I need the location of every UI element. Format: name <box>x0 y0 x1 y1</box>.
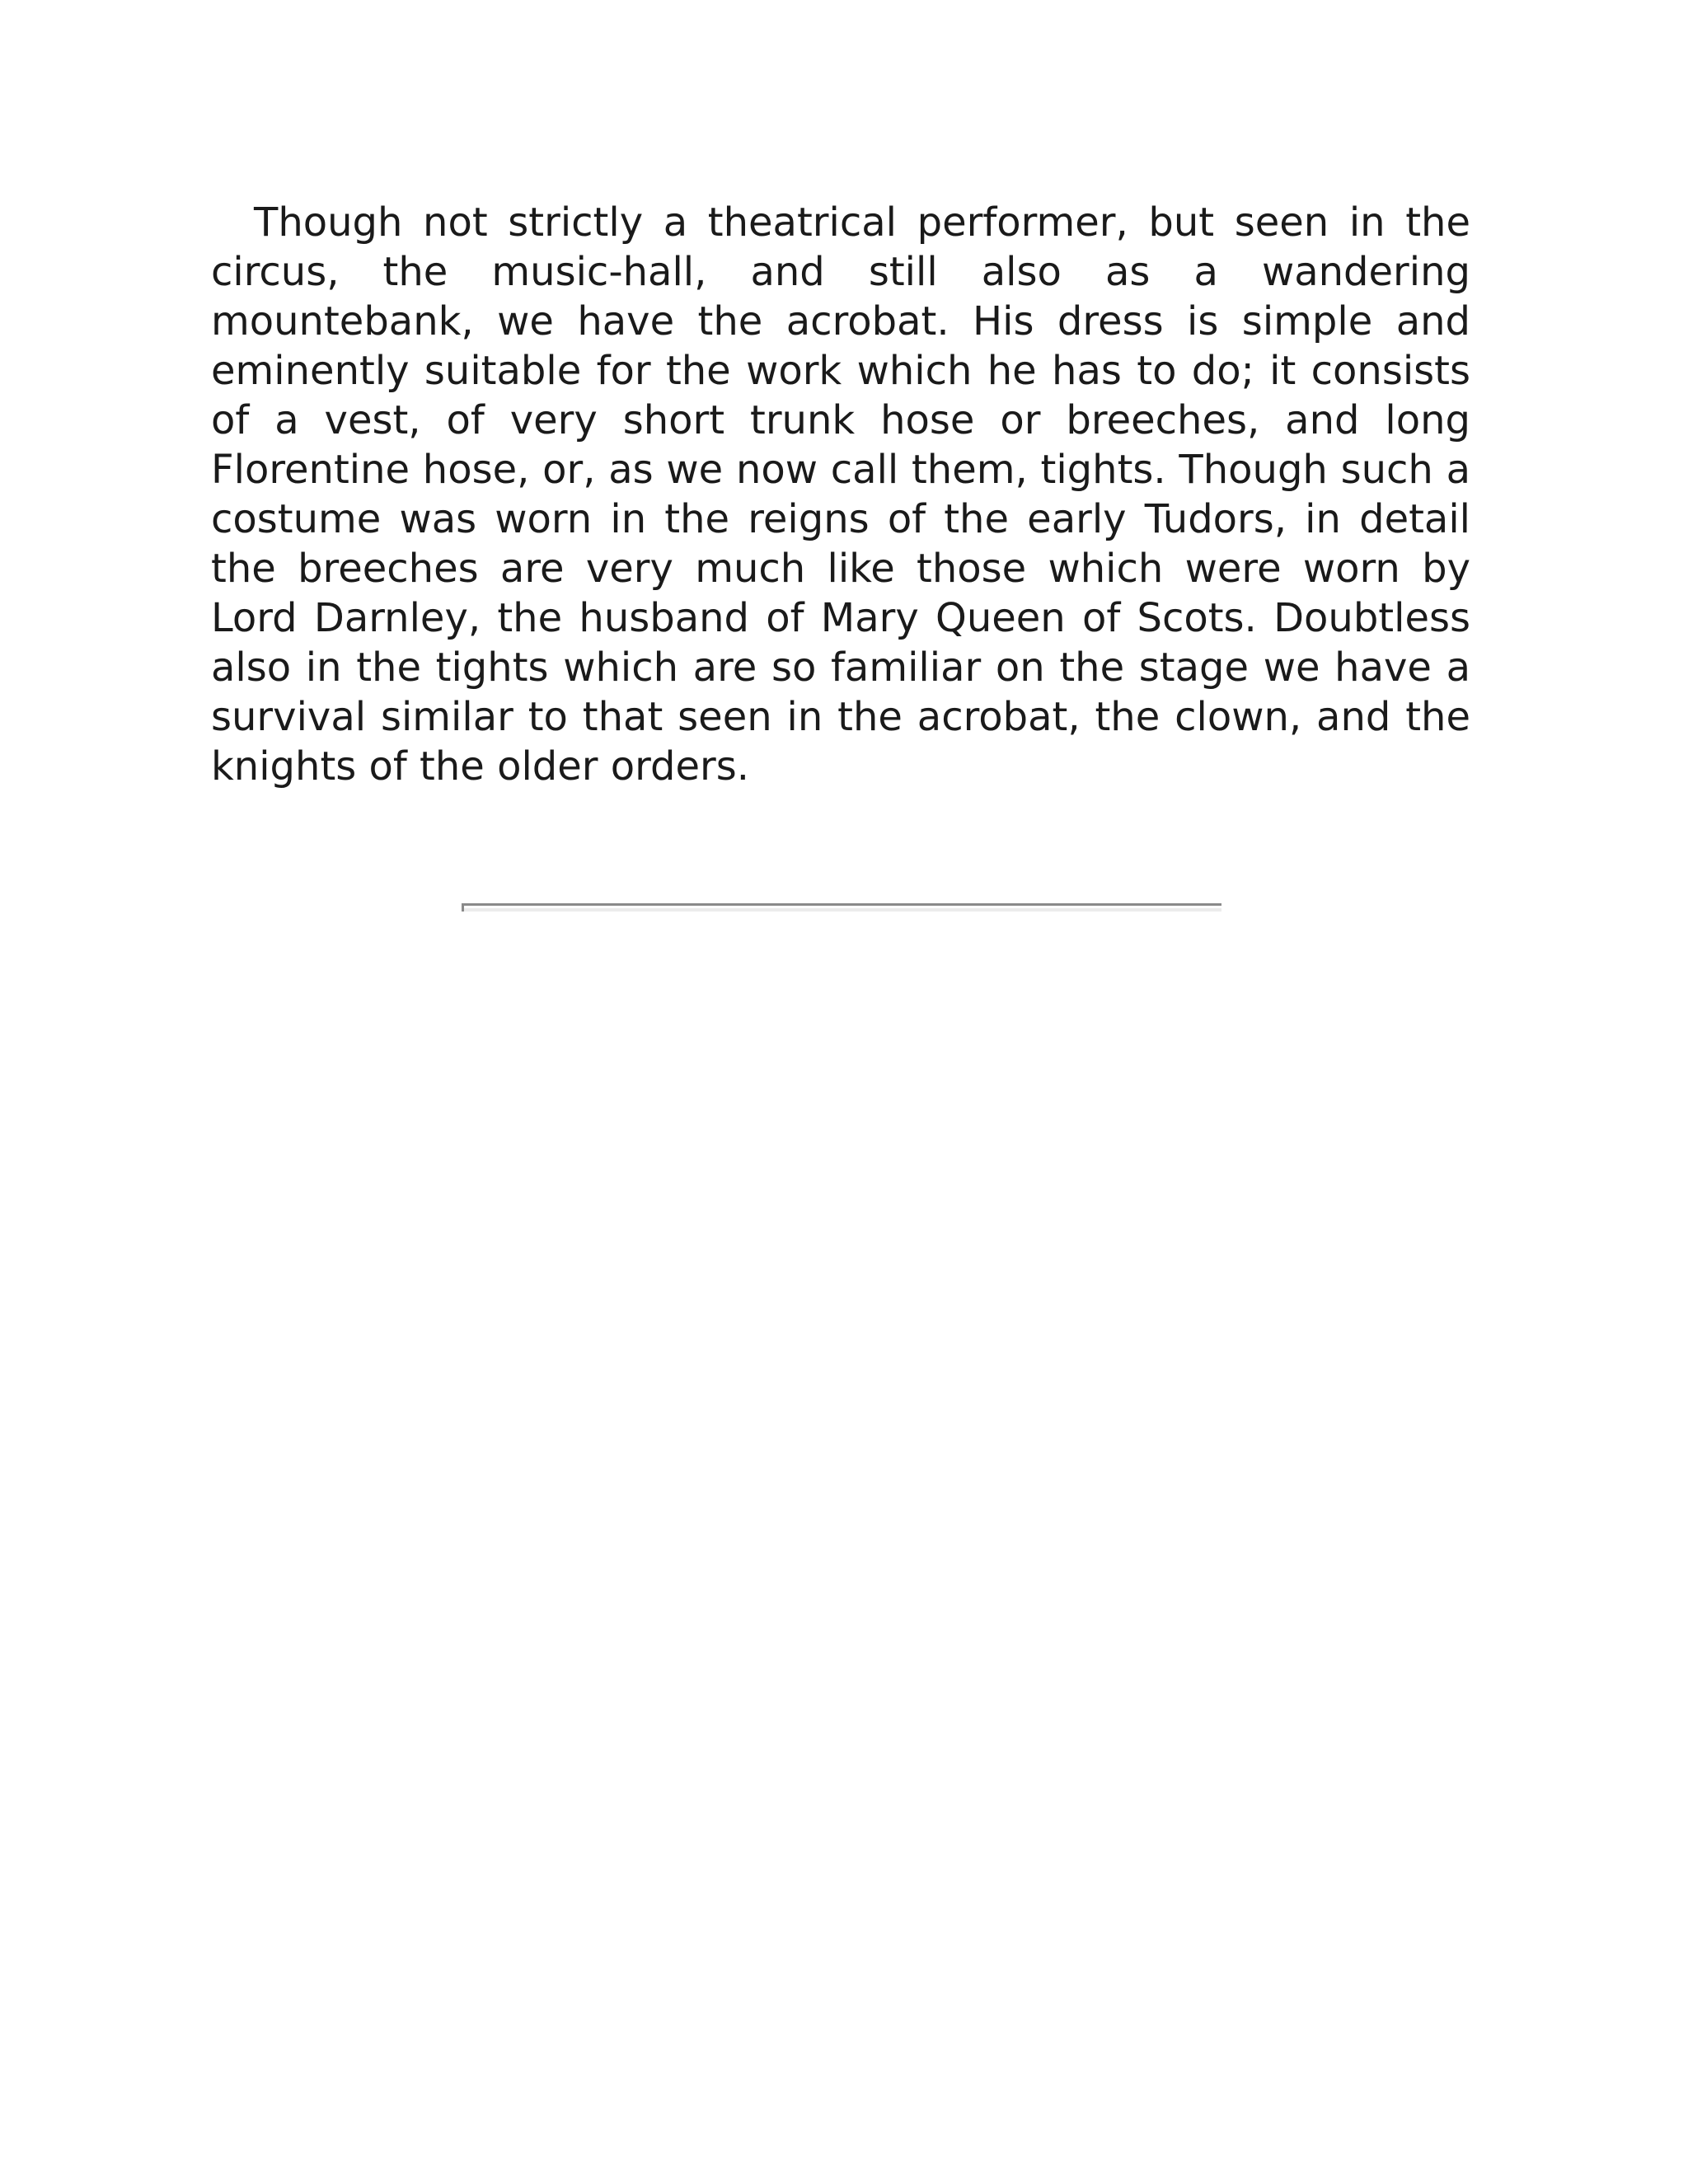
rule-top-line <box>462 903 1221 906</box>
horizontal-rule <box>462 903 1221 912</box>
rule-bottom-shadow <box>464 908 1221 912</box>
body-paragraph: Though not strictly a theatrical performer, but seen in the circus, the music-hall, and still also as a wandering mountebank, we have the acrobat. His dress is simple and eminently suitable for the work which he has to do; it consists of a vest, of very short trunk hose or breeches, and long Florentine hose, or, as we now call them, tights. Though such a costume was worn in the reigns of the early Tudors, in detail the breeches are very much like those which were worn by Lord Darnley, the husband of Mary Queen of Scots. Doubtless also in the tights which are so familiar on the stage we have a survival similar to that seen in the acrobat, the clown, and the knights of the older orders. <box>211 199 1470 790</box>
